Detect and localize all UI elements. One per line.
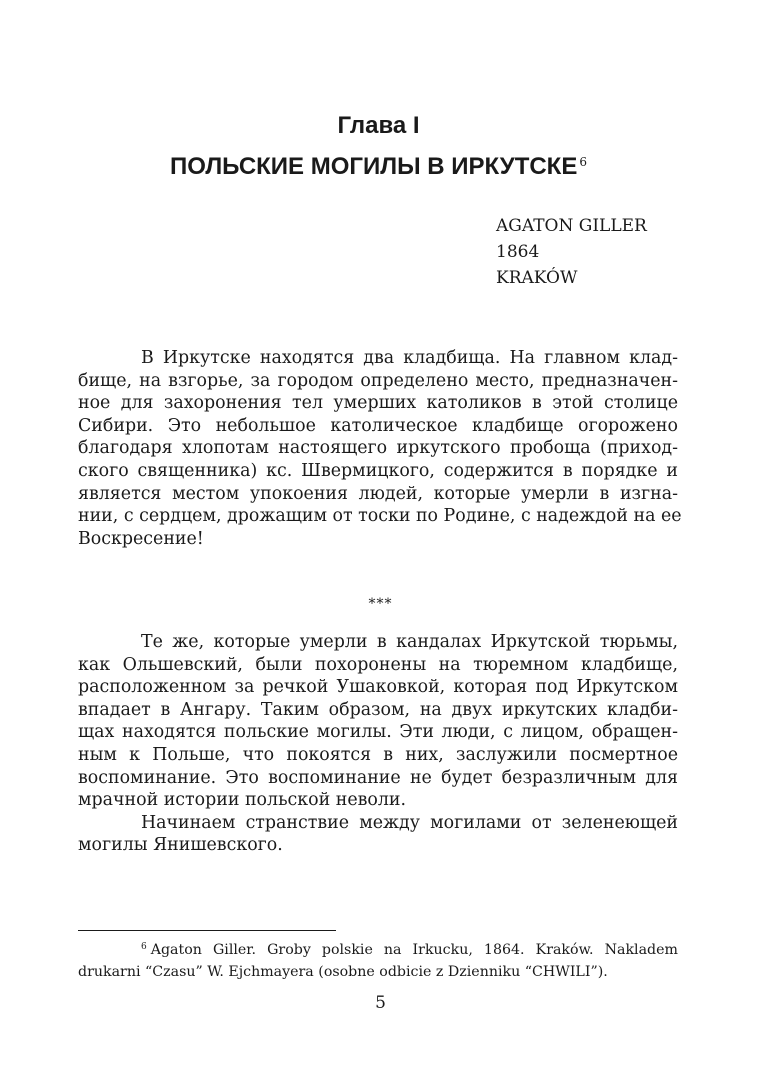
paragraph-line: благодаря хлопотам настоящего иркутского пробоща (приход- — [78, 438, 678, 459]
footnote-reference[interactable]: 6 — [579, 155, 587, 169]
paragraph-line: Воскресение! — [78, 528, 204, 549]
footnote-line: drukarni “Czasu” W. Ejchmayera (osobne odbicie z Dzienniku “CHWILI”). — [78, 964, 608, 980]
chapter-title: ПОЛЬСКИЕ МОГИЛЫ В ИРКУТСКЕ — [170, 153, 578, 180]
chapter-title-line — [80, 144, 677, 185]
paragraph-line: нии, с сердцем, дрожащим от тоски по Родине, с надеждой на ее — [78, 506, 682, 527]
paragraph-line: могилы Янишевского. — [78, 835, 283, 856]
footnote-marker: 6 — [141, 942, 147, 952]
epigraph-year: 1864 — [496, 242, 540, 262]
paragraph-line: ным к Польше, что покоятся в них, заслужили посмертное — [78, 744, 678, 765]
section-separator: *** — [368, 596, 393, 612]
chapter-heading — [80, 108, 677, 185]
paragraph-1 — [78, 347, 682, 550]
paragraph-line: Сибири. Это небольшое католическое кладбище огорожено — [78, 415, 678, 436]
footnote-divider — [78, 930, 336, 931]
paragraph-line: воспоминание. Это воспоминание не будет безразличным для — [78, 767, 678, 788]
paragraph-line: мрачной истории польской неволи. — [78, 790, 407, 811]
paragraph-line: расположенном за речкой Ушаковкой, которая под Иркутском — [78, 677, 678, 698]
paragraph-line: Те же, которые умерли в кандалах Иркутской тюрьмы, — [141, 632, 678, 652]
footnote — [78, 936, 678, 983]
paragraph-line: Начинаем странствие между могилами от зеленеющей — [141, 812, 678, 833]
paragraph-line: ского священника) кс. Швермицкого, содержится в порядке и — [78, 460, 678, 481]
paragraph-line: ное для захоронения тел умерших католиков в этой столице — [78, 393, 678, 414]
epigraph-place: KRAKÓW — [496, 268, 578, 288]
paragraph-2 — [78, 631, 678, 857]
footnote-line — [78, 936, 678, 961]
paragraph-line: как Ольшевский, были похоронены на тюремном кладбище, — [78, 654, 678, 675]
epigraph-author: AGATON GILLER — [496, 216, 647, 236]
paragraph-line: является местом упокоения людей, которые умерли в изгна- — [78, 483, 678, 504]
page-number: 5 — [375, 993, 386, 1013]
paragraph-line: впадает в Ангару. Таким образом, на двух иркутских кладби- — [78, 699, 678, 720]
paragraph-line: бище, на взгорье, за городом определено место, предназначен- — [78, 370, 678, 391]
paragraph-line: щах находятся польские могилы. Эти люди, с лицом, обращен- — [78, 722, 678, 743]
footnote-text: Agaton Giller. Groby polskie na Irkucku, 1864. Kraków. Nakladem — [150, 942, 678, 958]
epigraph — [496, 213, 647, 291]
paragraph-line: В Иркутске находятся два кладбища. На главном клад- — [141, 348, 678, 368]
chapter-number: Глава I — [337, 112, 420, 139]
